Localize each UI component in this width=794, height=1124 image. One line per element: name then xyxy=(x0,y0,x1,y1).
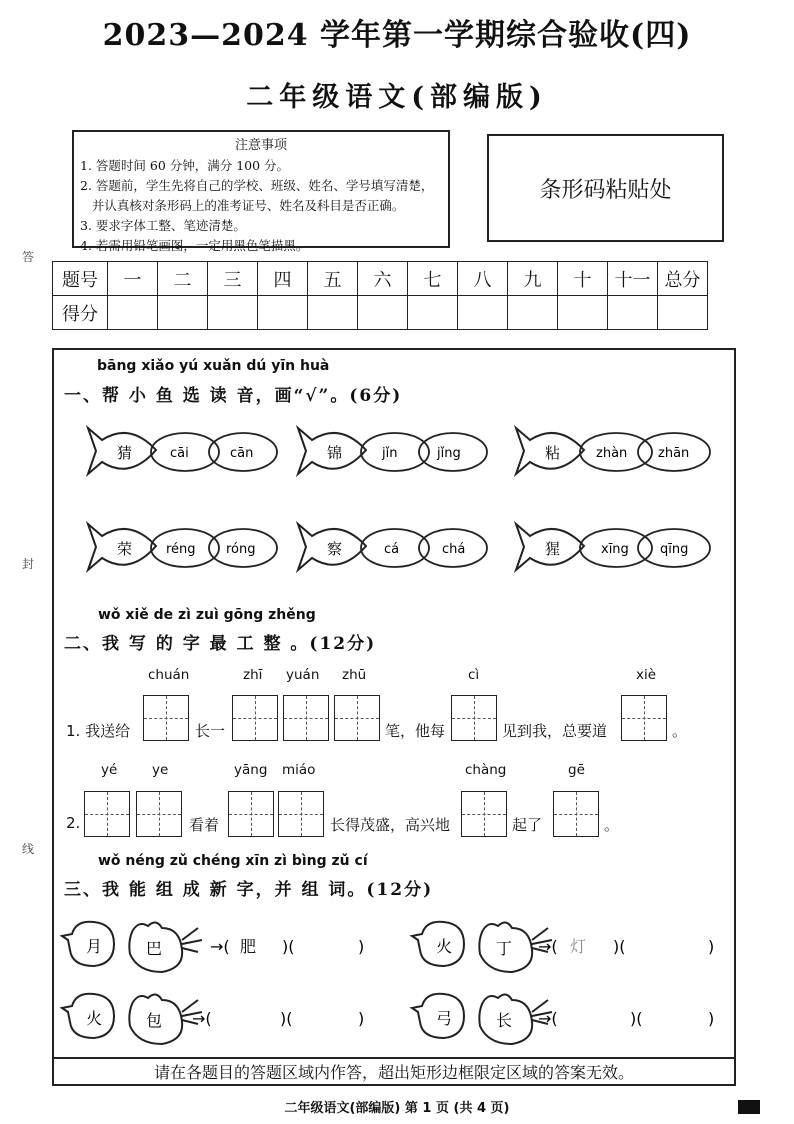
char-pinyin: cì xyxy=(468,667,480,683)
sentence-text: 2. xyxy=(66,814,81,832)
pinyin-option: jǐn xyxy=(382,446,398,461)
fish-char: 荣 xyxy=(117,540,133,558)
writing-grid[interactable] xyxy=(84,791,130,837)
char-pinyin: yuán xyxy=(286,667,320,683)
notice-item: 3. 要求字体工整、笔迹清楚。 xyxy=(80,218,246,233)
sentence-text: 。 xyxy=(672,722,688,740)
q1-pinyin: bāng xiǎo yú xuǎn dú yīn huà xyxy=(97,358,330,374)
sentence-text: 长得茂盛，高兴地 xyxy=(330,816,451,834)
pinyin-option: qīng xyxy=(660,542,689,557)
score-row-label: 得分 xyxy=(53,296,108,330)
compose-item-1 xyxy=(62,922,364,972)
paren-close: ) xyxy=(358,937,365,956)
score-input-cell[interactable] xyxy=(358,296,408,330)
sentence-text: 见到我，总要道 xyxy=(502,722,608,740)
score-input-cell[interactable] xyxy=(208,296,258,330)
q3-compose-area xyxy=(58,910,728,1050)
sentence-text: 。 xyxy=(604,816,620,834)
paren-close: )( xyxy=(280,1009,293,1028)
pinyin-option: cāi xyxy=(170,446,189,461)
score-input-cell[interactable] xyxy=(408,296,458,330)
char-pinyin: zhī xyxy=(243,667,263,683)
score-input-cell[interactable] xyxy=(558,296,608,330)
fish-card-rong xyxy=(88,524,277,570)
pinyin-option: róng xyxy=(226,542,256,557)
score-header-cell: 六 xyxy=(358,262,408,296)
radical-char: 弓 xyxy=(436,1009,453,1028)
char-pinyin: chuán xyxy=(148,667,190,683)
fish-char: 锦 xyxy=(327,444,343,462)
barcode-area xyxy=(487,134,724,242)
q3-title: 三、我 能 组 成 新 字，并 组 词。(12分) xyxy=(64,880,434,900)
score-header-cell: 七 xyxy=(408,262,458,296)
paren-close: ) xyxy=(708,937,715,956)
score-header-cell: 二 xyxy=(158,262,208,296)
score-header-cell: 十一 xyxy=(608,262,658,296)
pinyin-option: réng xyxy=(166,542,196,557)
arrow-icon: →( xyxy=(210,937,230,956)
pinyin-option: jǐng xyxy=(437,446,461,461)
paren-close: )( xyxy=(630,1009,643,1028)
compose-item-2 xyxy=(412,922,714,972)
score-input-cell[interactable] xyxy=(108,296,158,330)
writing-grid[interactable] xyxy=(283,695,329,741)
arrow-icon: →( xyxy=(538,1009,558,1028)
writing-grid[interactable] xyxy=(553,791,599,837)
score-header-cell: 一 xyxy=(108,262,158,296)
score-header-cell: 五 xyxy=(308,262,358,296)
fish-card-zhan xyxy=(516,428,710,474)
writing-grid[interactable] xyxy=(621,695,667,741)
score-header-cell: 题号 xyxy=(53,262,108,296)
paren-close: )( xyxy=(282,937,295,956)
exam-subtitle: 二年级语文(部编版) xyxy=(246,82,548,113)
score-header-cell: 八 xyxy=(458,262,508,296)
writing-grid[interactable] xyxy=(143,695,189,741)
score-input-cell[interactable] xyxy=(258,296,308,330)
pinyin-option: xīng xyxy=(601,542,629,557)
char-pinyin: yé xyxy=(101,762,118,778)
score-header-cell: 九 xyxy=(508,262,558,296)
writing-grid[interactable] xyxy=(136,791,182,837)
fish-card-cha xyxy=(298,524,487,570)
char-pinyin: gē xyxy=(568,762,585,778)
fish-card-xing xyxy=(516,524,710,570)
sentence-text: 起了 xyxy=(512,816,543,834)
fish-char: 察 xyxy=(327,540,343,558)
arrow-icon: →( xyxy=(192,1009,212,1028)
exam-title: 2023—2024 学年第一学期综合验收(四) xyxy=(102,18,692,53)
page-footer: 二年级语文(部编版) 第 1 页 (共 4 页) xyxy=(284,1101,510,1116)
score-header-row xyxy=(53,262,708,296)
char-pinyin: zhū xyxy=(342,667,367,683)
paren-close: ) xyxy=(358,1009,365,1028)
score-value-row xyxy=(53,296,708,330)
answer-char: 肥 xyxy=(240,937,257,956)
q1-title: 一、帮 小 鱼 选 读 音，画“√”。(6分) xyxy=(64,386,403,406)
radical-char: 月 xyxy=(86,937,103,956)
radical-char: 火 xyxy=(436,937,453,956)
answer-char: 灯 xyxy=(570,937,587,956)
writing-grid[interactable] xyxy=(228,791,274,837)
compose-item-4 xyxy=(412,994,714,1044)
q2-pinyin: wǒ xiě de zì zuì gōng zhěng xyxy=(98,607,316,623)
score-input-cell[interactable] xyxy=(308,296,358,330)
score-input-cell[interactable] xyxy=(508,296,558,330)
paren-close: ) xyxy=(708,1009,715,1028)
q1-fish-area xyxy=(60,410,730,590)
score-table xyxy=(52,261,708,330)
char-pinyin: xiè xyxy=(636,667,657,683)
score-header-cell: 三 xyxy=(208,262,258,296)
pinyin-option: zhān xyxy=(658,446,690,461)
char-pinyin: yāng xyxy=(234,762,268,778)
barcode-label: 条形码粘贴处 xyxy=(539,177,672,203)
score-input-cell[interactable] xyxy=(158,296,208,330)
writing-grid[interactable] xyxy=(278,791,324,837)
score-header-cell: 十 xyxy=(558,262,608,296)
notice-box xyxy=(72,130,450,253)
char-pinyin: chàng xyxy=(465,762,507,778)
margin-mark: 线 xyxy=(22,842,35,856)
fish-card-cai xyxy=(88,428,277,474)
score-header-cell: 总分 xyxy=(658,262,708,296)
notice-item: 4. 若需用铅笔画图，一定用黑色笔描黑。 xyxy=(80,238,309,253)
notice-item: 2. 答题前，学生先将自己的学校、班级、姓名、学号填写清楚， xyxy=(80,178,434,193)
fish-char: 猩 xyxy=(545,540,561,558)
component-char: 巴 xyxy=(146,939,163,958)
char-pinyin: miáo xyxy=(282,762,316,778)
component-char: 长 xyxy=(496,1011,513,1030)
margin-mark: 封 xyxy=(22,557,35,571)
compose-item-3 xyxy=(62,994,364,1044)
char-pinyin: ye xyxy=(152,762,169,778)
writing-grid[interactable] xyxy=(451,695,497,741)
score-input-cell[interactable] xyxy=(608,296,658,330)
fish-char: 猜 xyxy=(117,444,133,462)
fish-char: 粘 xyxy=(545,444,561,462)
notice-item: 并认真核对条形码上的准考证号、姓名及科目是否正确。 xyxy=(80,198,405,213)
pinyin-option: zhàn xyxy=(596,446,628,461)
sentence-text: 看着 xyxy=(189,816,220,834)
component-char: 包 xyxy=(146,1011,163,1030)
corner-marker-icon xyxy=(738,1100,760,1114)
pinyin-option: cān xyxy=(230,446,254,461)
paren-close: )( xyxy=(613,937,626,956)
sentence-text: 1. 我送给 xyxy=(66,722,131,740)
q3-pinyin: wǒ néng zǔ chéng xīn zì bìng zǔ cí xyxy=(98,853,368,869)
margin-mark: 答 xyxy=(22,250,35,264)
score-input-cell[interactable] xyxy=(458,296,508,330)
answer-area-warning: 请在各题目的答题区域内作答，超出矩形边框限定区域的答案无效。 xyxy=(54,1057,734,1086)
sentence-text: 笔，他每 xyxy=(385,722,446,740)
pinyin-option: chá xyxy=(442,542,466,557)
sentence-text: 长一 xyxy=(195,722,226,740)
writing-grid[interactable] xyxy=(461,791,507,837)
radical-char: 火 xyxy=(86,1009,103,1028)
arrow-icon: →( xyxy=(538,937,558,956)
score-header-cell: 四 xyxy=(258,262,308,296)
notice-item: 1. 答题时间 60 分钟，满分 100 分。 xyxy=(80,158,290,173)
q2-title: 二、我 写 的 字 最 工 整 。(12分) xyxy=(64,634,377,654)
notice-heading: 注意事项 xyxy=(234,138,287,153)
writing-grid[interactable] xyxy=(232,695,278,741)
hen-icon xyxy=(129,922,202,972)
fish-card-jin xyxy=(298,428,487,474)
pinyin-option: cá xyxy=(384,542,400,557)
score-input-cell[interactable] xyxy=(658,296,708,330)
writing-grid[interactable] xyxy=(334,695,380,741)
component-char: 丁 xyxy=(496,939,513,958)
